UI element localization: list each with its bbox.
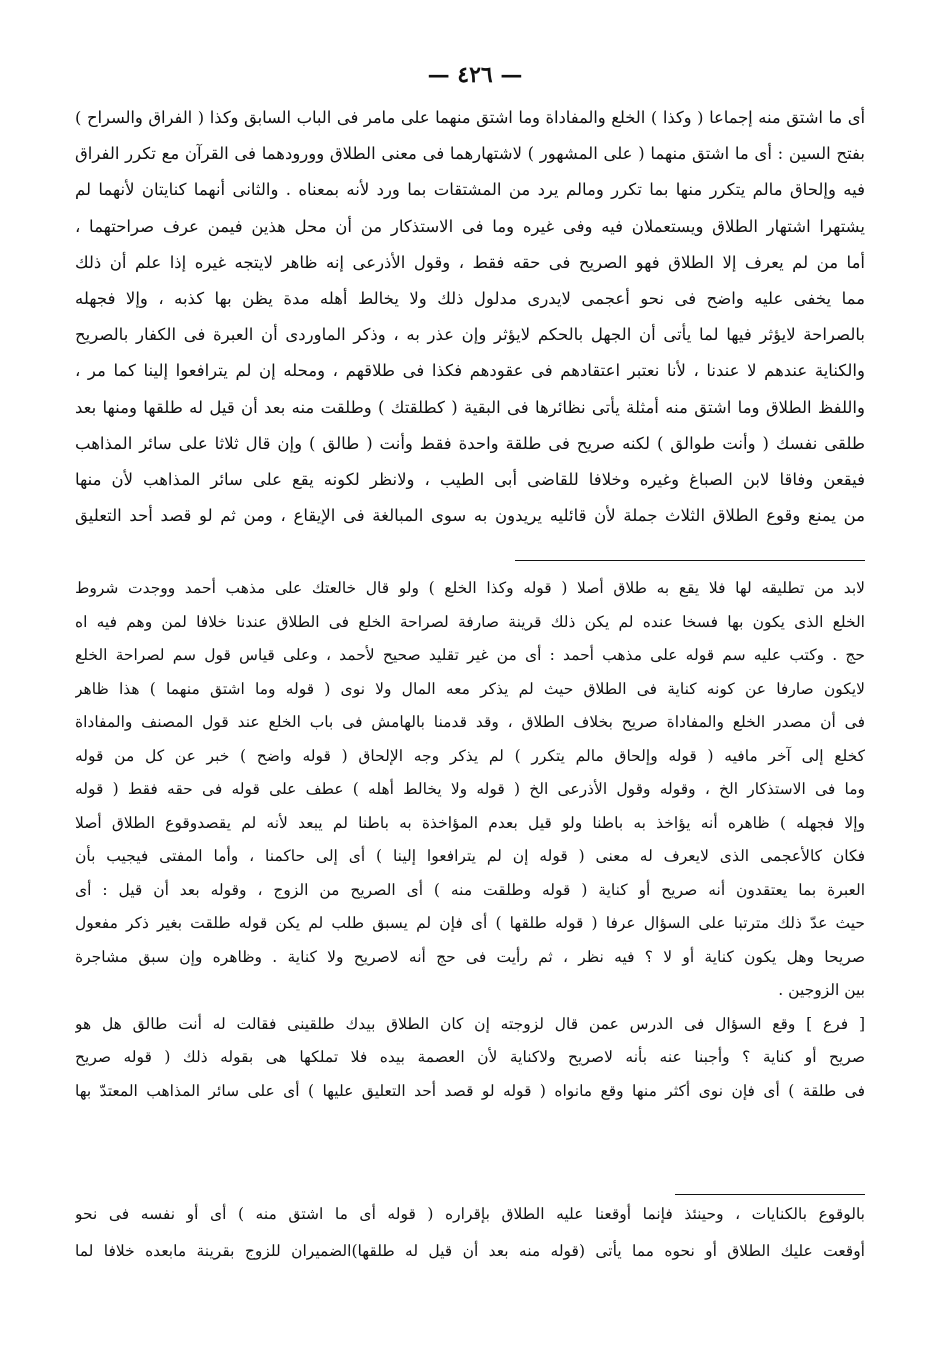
commentary-line: حيث عدّ ذلك مترتبا على السؤال عرفا ( قوله طلقها ) أى فإن لم يسبق طلب لم يكن قوله طلقت بغير ذكر مفعول — [75, 914, 865, 932]
commentary-line: كخلع إلى آخر مافيه ( قوله وإلحاق مالم يتكرر ) لم يذكر وجه الإلحاق ( قوله واضح ) خبر عن كل من قوله — [75, 746, 865, 765]
main-text-line: بالصراحة لايؤثر فيها لما يأتى أن الجهل بالحكم لايؤثر وإن عذر به ، وذكر الماوردى أن العبرة فى الكفار بالصريح — [75, 325, 865, 345]
commentary-line: بين الزوجين . — [778, 981, 865, 999]
commentary-line: فى طلقة ) أى فإن نوى أكثر منها وقع مانواه ( قوله لو قصد أحد التعليق عليها ) أى على سائر المذاهب المعتدّ بها — [75, 1081, 865, 1100]
commentary-line: لابد من تطليقه لها فلا يقع به طلاق أصلا ( قوله وكذا الخلع ) ولو قال خالعتك على مذهب أحمد ووجدت شروط — [75, 579, 865, 597]
main-text-line: أى ما اشتق منه إجماعا ( وكذا ) الخلع والمفاداة وما اشتق منهما على مامر فى الباب السابق وكذا ( الفراق والسراح ) — [75, 108, 865, 127]
commentary-line: وإلا فجهله ) ظاهره أنه يؤاخذ به باطنا ولو قيل بعدم المؤاخذة به باطنا لم يبعد لأنه لم يقصدوقوع الطلاق أصلا — [75, 813, 865, 832]
main-text-line: يشتهرا اشتهار الطلاق ويستعملان فيه وفى غيره وما فى الاستذكار من أن محل هذين فيمن عرف صراحتهما ، — [75, 216, 865, 236]
bottom-note-line: بالوقوع بالكنايات ، وحينئذ فإنما أوقعنا عليه الطلاق بإقراره ( قوله أى ما اشتق منه ) أى أو نفسه فى نحو — [75, 1205, 865, 1223]
footnote-divider — [675, 1194, 865, 1195]
bottom-notes-block — [75, 1196, 865, 1270]
commentary-line: وما فى الاستذكار الخ ، وقوله وقول الأذرعى الخ ( قوله ولا يخالط أهله ) عطف على قوله فى حقه فقط ( قوله — [75, 780, 865, 798]
page-number: — ٤٢٦ — — [427, 62, 523, 88]
commentary-line: [ فرع ] وقع السؤال فى الدرس عمن قال لزوجته إن كان الطلاق بيدك طلقينى فقالت له أنت طالق هل هو — [75, 1014, 865, 1033]
main-text-line: طلقى نفسك ( وأنت طوالق ) لكنه صريح فى طلقة واحدة فقط وأنت ( طالق ) وإن قال ثلاثا على سائر المذاهب — [75, 433, 865, 453]
main-text-line: بفتح السين : أى ما اشتق منهما ( على المشهور ) لاشتهارهما فى معنى الطلاق وورودهما فى القرآن مع تكرر الفراق — [75, 144, 865, 164]
main-text-line: أما من لم يعرف إلا الطلاق فهو الصريح فى حقه فقط ، وقول الأذرعى إنه ظاهر لايتجه غيره إذا علم أن ذلك — [75, 252, 865, 272]
main-text-line: فيه وإلحاق مالم يتكرر منها بما تكرر ومالم يرد من المشتقات بما ورد لأنه بمعناه . والثانى أنهما كنايتان لأنهما لم — [75, 180, 865, 200]
main-text-line: فيقعن وفاقا لابن الصباغ وغيره وخلافا للقاضى أبى الطيب ، ولانظر لكونه يقع على سائر المذاهب لأن منها — [75, 470, 865, 490]
commentary-line: حج . وكتب عليه سم قوله على مذهب أحمد : أى من غير تقليد صحيح لأحمد ، وعلى قياس قول سم لصراحة الخلع — [75, 646, 865, 664]
commentary-line: فكان كالأعجمى الذى لايعرف له معنى ( قوله إن لم يترافعوا إلينا ) أى إلى حاكمنا ، وأما المفتى فيجيب بأن — [75, 847, 865, 865]
commentary-block — [75, 572, 865, 1108]
commentary-line: لايكون صارفا عن كونه كناية فى الطلاق حيث لم يذكر معه المال ولا نوى ( قوله وما اشتق منهما ) هذا ظاهر — [75, 679, 865, 698]
bottom-note-line: أوقعت عليك الطلاق أو نحوه مما يأتى (قوله منه بعد أن قيل له طلقها)الضميران للزوج بقرينة مابعده خلافا لما — [75, 1242, 865, 1260]
main-text-line: من يمنع وقوع الطلاق الثلاث جملة لأن قائليه يريدون به سوى المبالغة فى الإيقاع ، ومن ثم لو قصد أحد التعليق — [75, 506, 865, 526]
commentary-line: فى أن مصدر الخلع والمفاداة صريح بخلاف الطلاق ، وقد قدمنا بالهامش فى باب الخلع عند قول المصنف والمفاداة — [75, 713, 865, 731]
commentary-line: الخلع الذى يكون بها فسخا عنده لم يكن ذلك قرينة صارفة لصراحة الخلع فى الطلاق عندنا خلافا لمن وهم فيه اه — [75, 612, 865, 631]
commentary-line: صريحا وهل يكون كناية أو لا ؟ فيه نظر ، ثم رأيت فى حج أنه لاصريح ولا كناية . وظاهره وإن سبق مشاجرة — [75, 947, 865, 966]
footnote-divider — [515, 560, 865, 561]
main-text-line: والكناية عندهم لا عندنا ، لأنا نعتبر اعتقادهم فى عقودهم فكذا فى طلاقهم ، ومحله إن لم يترافعوا إلينا كما مر ، — [75, 361, 865, 381]
main-text-line: مما يخفى عليه واضح فى نحو أعجمى لايدرى مدلول ذلك ولا يخالط أهله مدة يظن بها كذبه ، وإلا فجهله — [75, 289, 865, 309]
main-text-line: واللفظ الطلاق وما اشتق منه أمثلة يأتى نظائرها فى البقية ( كطلقتك ) وطلقت منه بعد أن قيل له طلقها ومنها بعد — [75, 397, 865, 417]
commentary-line: العبرة بما يعتقدون أنه صريح أو كناية ( قوله وطلقت منه ) أى الصريح من الزوج ، وقوله بعد أن قيل : أى — [75, 880, 865, 899]
commentary-line: صريح أو كناية ؟ وأجبنا عنه بأنه لاصريح ولاكناية لأن العصمة بيده فلا تملكها هى بقوله ذلك ( قوله صريح — [75, 1048, 865, 1066]
main-text-block — [75, 100, 865, 534]
